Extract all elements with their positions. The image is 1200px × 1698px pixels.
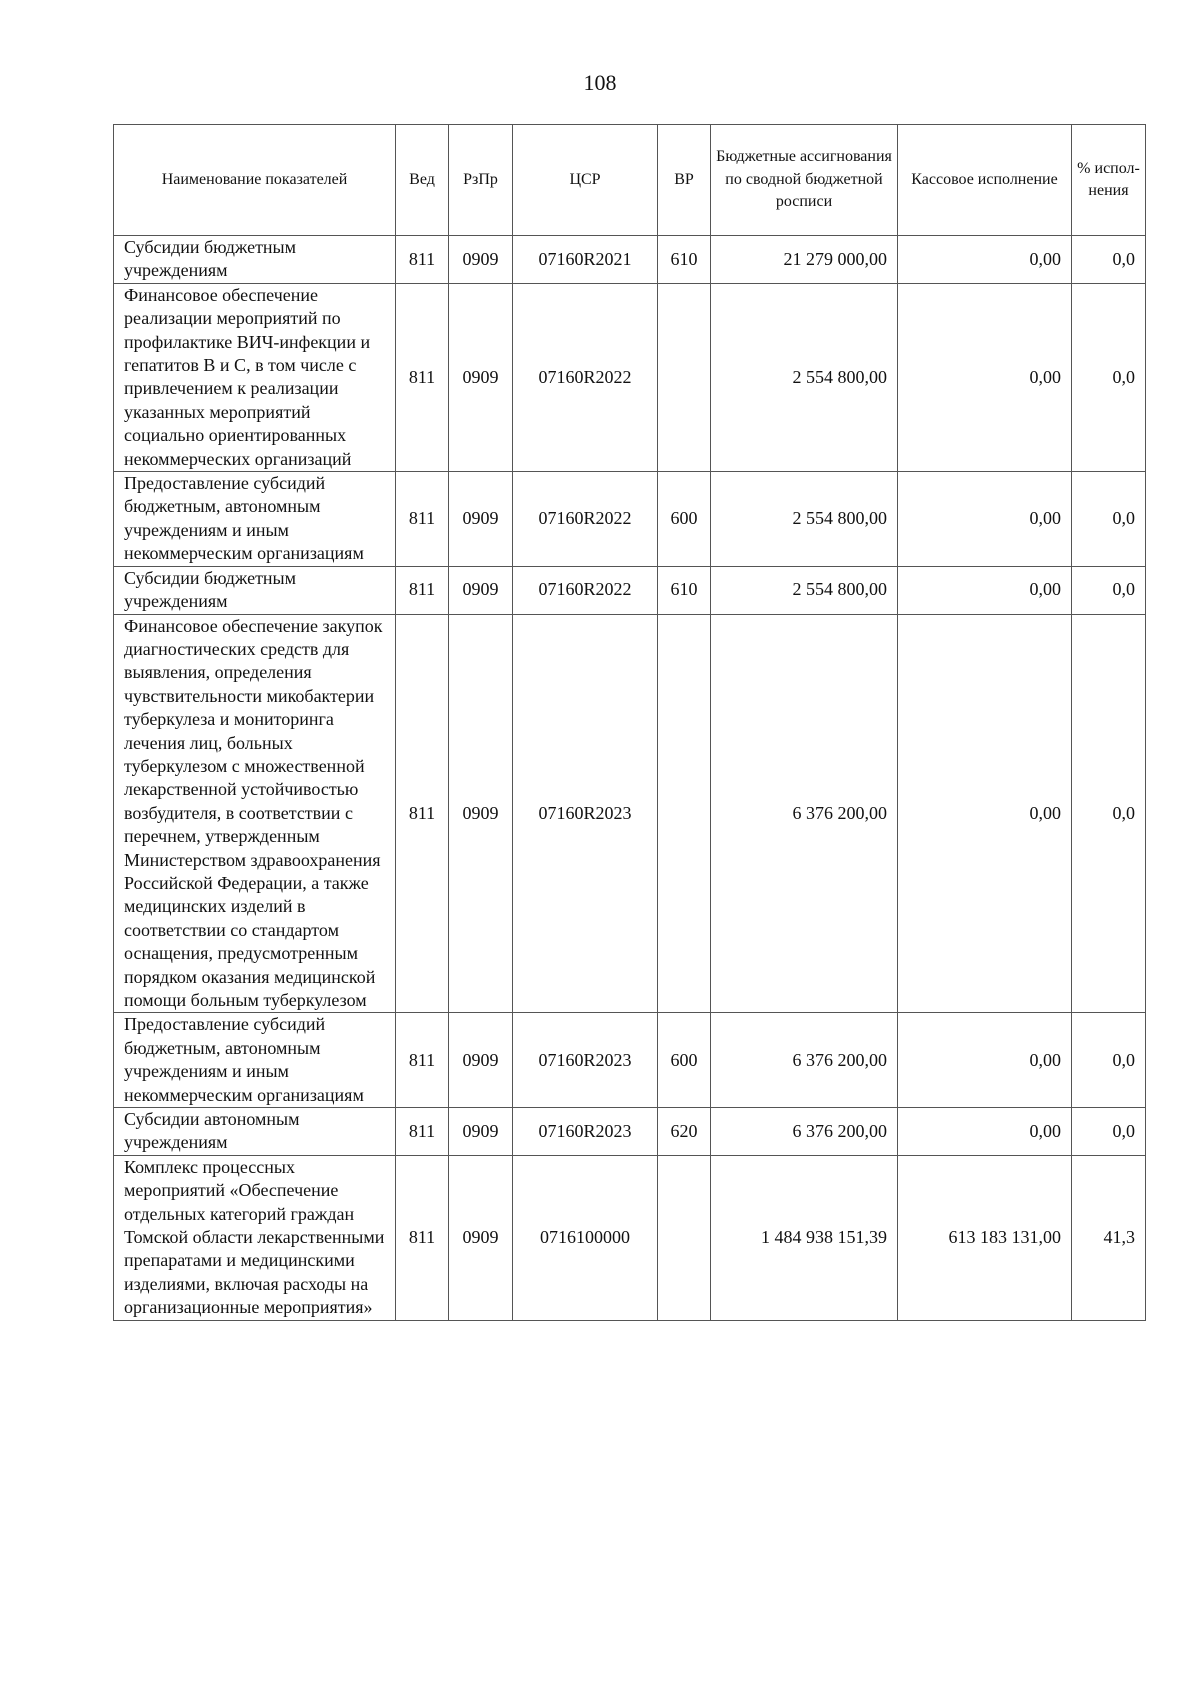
table-row bbox=[114, 236, 1146, 284]
header-cash: Кассовое исполнение bbox=[898, 125, 1072, 236]
row-name: Финансовое обеспечение реализации мероприятий по профилактике ВИЧ-инфекции и гепатитов B и C, в том числе с привлечением к реализации указанных мероприятий социально ориентированных некоммерческих организаций bbox=[114, 283, 396, 471]
row-csr: 07160R2022 bbox=[513, 566, 658, 614]
row-csr: 07160R2022 bbox=[513, 472, 658, 567]
row-ved: 811 bbox=[396, 1155, 449, 1320]
row-budget: 1 484 938 151,39 bbox=[711, 1155, 898, 1320]
row-csr: 07160R2022 bbox=[513, 283, 658, 471]
row-pct: 0,0 bbox=[1072, 283, 1146, 471]
table-row bbox=[114, 1108, 1146, 1156]
row-cash: 0,00 bbox=[898, 614, 1072, 1013]
row-ved: 811 bbox=[396, 283, 449, 471]
row-rzpr: 0909 bbox=[449, 1155, 513, 1320]
row-pct: 0,0 bbox=[1072, 614, 1146, 1013]
row-ved: 811 bbox=[396, 614, 449, 1013]
row-csr: 07160R2023 bbox=[513, 1013, 658, 1108]
row-rzpr: 0909 bbox=[449, 1013, 513, 1108]
row-cash: 0,00 bbox=[898, 1013, 1072, 1108]
row-cash: 0,00 bbox=[898, 283, 1072, 471]
row-vr: 610 bbox=[658, 566, 711, 614]
row-pct: 0,0 bbox=[1072, 1013, 1146, 1108]
row-name: Предоставление субсидий бюджетным, автономным учреждениям и иным некоммерческим организациям bbox=[114, 1013, 396, 1108]
row-name: Субсидии автономным учреждениям bbox=[114, 1108, 396, 1156]
row-rzpr: 0909 bbox=[449, 283, 513, 471]
row-vr bbox=[658, 283, 711, 471]
header-pct: % испол-нения bbox=[1072, 125, 1146, 236]
row-vr bbox=[658, 1155, 711, 1320]
row-ved: 811 bbox=[396, 1013, 449, 1108]
header-row bbox=[114, 125, 1146, 236]
row-name: Финансовое обеспечение закупок диагностических средств для выявления, определения чувствительности микобактерии туберкулеза и мониторинга лечения лиц, больных туберкулезом с множественной лекарственной устойчивостью возбудителя, в соответствии с перечнем, утвержденным Министерством здравоохранения Российской Федерации, а также медицинских изделий в соответствии со стандартом оснащения, предусмотренным порядком оказания медицинской помощи больным туберкулезом bbox=[114, 614, 396, 1013]
row-vr: 610 bbox=[658, 236, 711, 284]
table-row bbox=[114, 614, 1146, 1013]
row-rzpr: 0909 bbox=[449, 1108, 513, 1156]
row-cash: 0,00 bbox=[898, 1108, 1072, 1156]
header-ved: Вед bbox=[396, 125, 449, 236]
header-name: Наименование показателей bbox=[114, 125, 396, 236]
row-ved: 811 bbox=[396, 566, 449, 614]
row-pct: 0,0 bbox=[1072, 1108, 1146, 1156]
row-rzpr: 0909 bbox=[449, 614, 513, 1013]
row-budget: 2 554 800,00 bbox=[711, 566, 898, 614]
row-csr: 07160R2023 bbox=[513, 1108, 658, 1156]
row-name: Субсидии бюджетным учреждениям bbox=[114, 236, 396, 284]
row-budget: 2 554 800,00 bbox=[711, 472, 898, 567]
table-row bbox=[114, 1155, 1146, 1320]
row-budget: 2 554 800,00 bbox=[711, 283, 898, 471]
header-csr: ЦСР bbox=[513, 125, 658, 236]
table-row bbox=[114, 472, 1146, 567]
row-pct: 0,0 bbox=[1072, 236, 1146, 284]
row-ved: 811 bbox=[396, 472, 449, 567]
row-csr: 0716100000 bbox=[513, 1155, 658, 1320]
row-vr: 600 bbox=[658, 1013, 711, 1108]
budget-table bbox=[113, 124, 1146, 1321]
table-row bbox=[114, 566, 1146, 614]
row-budget: 6 376 200,00 bbox=[711, 614, 898, 1013]
row-name: Субсидии бюджетным учреждениям bbox=[114, 566, 396, 614]
row-cash: 0,00 bbox=[898, 236, 1072, 284]
row-vr bbox=[658, 614, 711, 1013]
row-budget: 6 376 200,00 bbox=[711, 1013, 898, 1108]
table-row bbox=[114, 283, 1146, 471]
row-vr: 620 bbox=[658, 1108, 711, 1156]
row-rzpr: 0909 bbox=[449, 236, 513, 284]
row-csr: 07160R2021 bbox=[513, 236, 658, 284]
row-csr: 07160R2023 bbox=[513, 614, 658, 1013]
row-name: Комплекс процессных мероприятий «Обеспечение отдельных категорий граждан Томской области лекарственными препаратами и медицинскими изделиями, включая расходы на организационные мероприятия» bbox=[114, 1155, 396, 1320]
header-rzpr: РзПр bbox=[449, 125, 513, 236]
row-pct: 0,0 bbox=[1072, 566, 1146, 614]
header-vr: ВР bbox=[658, 125, 711, 236]
row-ved: 811 bbox=[396, 236, 449, 284]
row-budget: 6 376 200,00 bbox=[711, 1108, 898, 1156]
header-budget: Бюджетные ассигнования по сводной бюджетной росписи bbox=[711, 125, 898, 236]
row-rzpr: 0909 bbox=[449, 472, 513, 567]
row-cash: 613 183 131,00 bbox=[898, 1155, 1072, 1320]
row-name: Предоставление субсидий бюджетным, автономным учреждениям и иным некоммерческим организациям bbox=[114, 472, 396, 567]
row-cash: 0,00 bbox=[898, 472, 1072, 567]
row-cash: 0,00 bbox=[898, 566, 1072, 614]
row-rzpr: 0909 bbox=[449, 566, 513, 614]
row-vr: 600 bbox=[658, 472, 711, 567]
table-row bbox=[114, 1013, 1146, 1108]
row-pct: 0,0 bbox=[1072, 472, 1146, 567]
row-budget: 21 279 000,00 bbox=[711, 236, 898, 284]
page-number: 108 bbox=[583, 70, 617, 95]
row-pct: 41,3 bbox=[1072, 1155, 1146, 1320]
row-ved: 811 bbox=[396, 1108, 449, 1156]
